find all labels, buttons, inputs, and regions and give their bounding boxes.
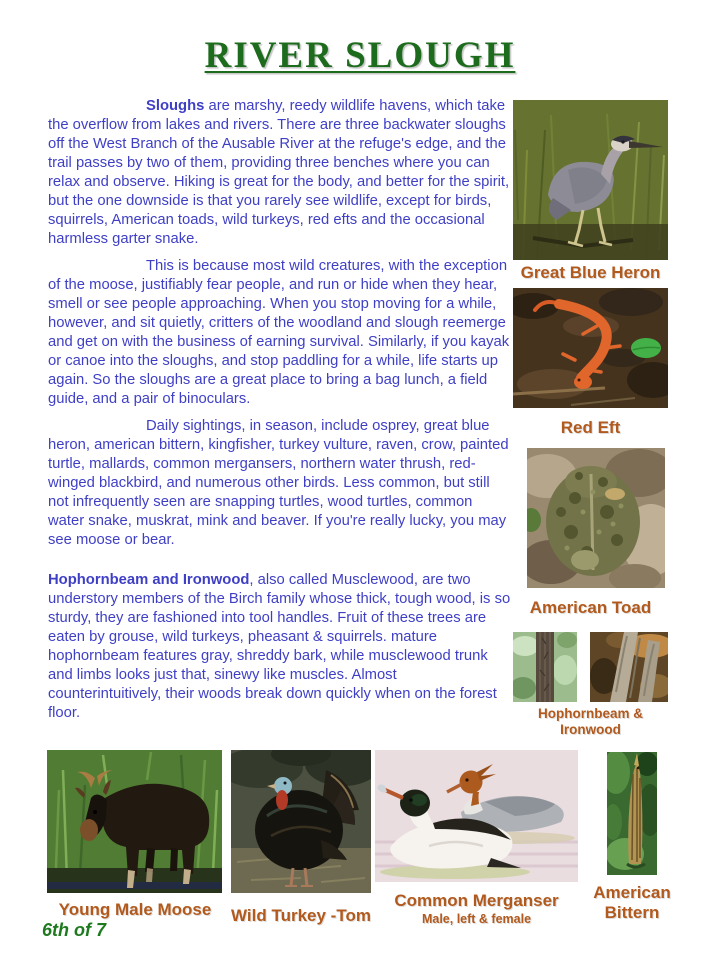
american-bittern-illustration [607, 752, 657, 875]
wild-turkey-photo [231, 750, 371, 893]
hophornbeam-photo [513, 632, 577, 702]
caption-hophornbeam-ironwood: Hophornbeam & Ironwood [537, 706, 643, 737]
paragraph-hophornbeam [48, 571, 511, 723]
caption-wild-turkey: Wild Turkey -Tom [231, 906, 371, 925]
paragraph-daily-sightings: Daily sightings, in season, include osprey, great blue heron, american bittern, kingfisher, turkey vulture, raven, crow, painted turtle, mallards, common mergansers, northern water thrush, red-winged blackbird, and numerous other birds. Less common, but still not infrequently seen are snapping turtles, wood turtles, common water snake, muskrat, mink and beaver. If you're really lucky, you may see moose or bear. [48, 418, 509, 548]
paragraph-text: are marshy, reedy wildlife havens, which take the overflow from lakes and rivers. There are three backwater sloughs off the West Branch of the Ausable River at the refuge's edge, and the trail passes by two of them, providing three benches where you can relax and observe. Hiking is great for the body, and better for the spirit, but the one downside is that you rarely see wildlife, except for birds, squirrels, American toads, wild turkeys, red efts and the occasional harmless garter snake. [48, 98, 510, 247]
red-eft-photo [513, 288, 668, 408]
common-merganser-photo [375, 750, 578, 882]
paragraph-lead-hophornbeam: Hophornbeam and Ironwood [48, 572, 250, 588]
caption-american-toad: American Toad [529, 598, 652, 617]
hophornbeam-illustration [513, 632, 577, 702]
paragraph-lead-sloughs: Sloughs [146, 98, 205, 114]
american-toad-photo [527, 448, 665, 588]
caption-american-bittern: American Bittern [593, 883, 671, 922]
caption-great-blue-heron: Great Blue Heron [520, 263, 661, 282]
subcaption-common-merganser: Male, left & female [421, 912, 532, 926]
ironwood-photo [590, 632, 668, 702]
wild-turkey-illustration [231, 750, 371, 893]
caption-young-male-moose: Young Male Moose [58, 900, 212, 919]
red-eft-illustration [513, 288, 668, 408]
ironwood-illustration [590, 632, 668, 702]
young-male-moose-photo [47, 750, 222, 893]
page-title: RIVER SLOUGH [204, 35, 516, 76]
caption-common-merganser: Common Merganser [394, 891, 559, 910]
paragraph-text: , also called Musclewood, are two understory members of the Birch family whose thick, tough wood, is so sturdy, they are fashioned into tool handles. Fruit of these trees are eaten by grouse, wild turkeys, pheasant & squirrels. mature hophornbeam features gray, shreddy bark, while musclewood trunk and limbs looks just that, sinewy like muscles. Almost counterintuitively, their woods break down quickly when on the forest floor. [48, 572, 511, 721]
paragraph-sloughs [48, 97, 511, 249]
american-bittern-photo [607, 752, 657, 875]
great-blue-heron-illustration [513, 100, 668, 260]
great-blue-heron-photo [513, 100, 668, 260]
paragraph-wild-creatures: This is because most wild creatures, with the exception of the moose, justifiably fear people, and run or hide when they hear, smell or see people approaching. When you stop moving for a while, however, and sit quietly, critters of the woodland and slough reemerge and get on with the business of earning survival. Similarly, if you kayak or canoe into the sloughs, and stop paddling for a while, life starts up again. So the sloughs are a great place to bring a bag lunch, a field guide, and a pair of binoculars. [48, 258, 510, 407]
body-text [48, 97, 511, 723]
page-number: 6th of 7 [42, 920, 107, 940]
common-merganser-illustration [375, 750, 578, 882]
caption-red-eft: Red Eft [560, 418, 621, 437]
american-toad-illustration [527, 448, 665, 588]
young-male-moose-illustration [47, 750, 222, 893]
